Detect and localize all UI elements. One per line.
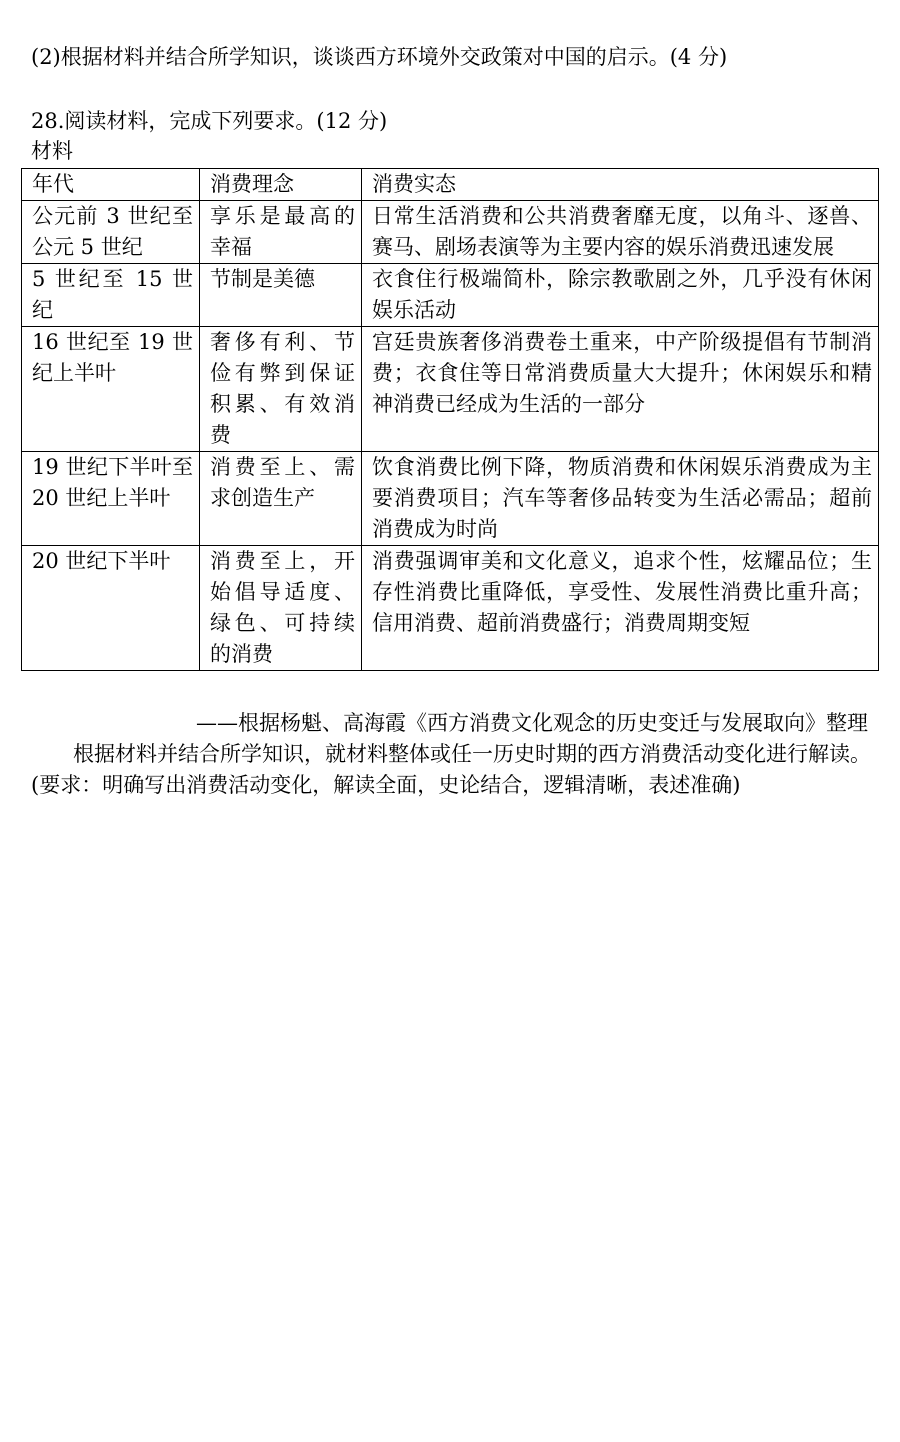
header-practice: 消费实态 [362,169,879,201]
concept-cell: 奢侈有利、节俭有弊到保证积累、有效消费 [200,327,362,452]
practice-cell: 日常生活消费和公共消费奢靡无度，以角斗、逐兽、赛马、剧场表演等为主要内容的娱乐消费迅速发展 [362,201,879,264]
question-28-task: 根据材料并结合所学知识，就材料整体或任一历史时期的西方消费活动变化进行解读。(要求：明确写出消费活动变化，解读全面，史论结合，逻辑清晰，表述准确) [31,742,871,797]
era-cell: 20 世纪下半叶 [22,546,200,671]
table-row [22,264,879,327]
era-cell: 5 世纪至 15 世纪 [22,264,200,327]
table-row [22,201,879,264]
consumption-table [21,168,879,671]
concept-cell: 消费至上、需求创造生产 [200,452,362,546]
header-era: 年代 [22,169,200,201]
concept-cell: 节制是美德 [200,264,362,327]
practice-cell: 衣食住行极端简朴，除宗教歌剧之外，几乎没有休闲娱乐活动 [362,264,879,327]
question-2-text: (2)根据材料并结合所学知识，谈谈西方环境外交政策对中国的启示。(4 分) [31,45,728,69]
material-source-citation: ——根据杨魁、高海霞《西方消费文化观念的历史变迁与发展取向》整理 [196,711,868,735]
practice-cell: 饮食消费比例下降，物质消费和休闲娱乐消费成为主要消费项目；汽车等奢侈品转变为生活必需品；超前消费成为时尚 [362,452,879,546]
table-row [22,452,879,546]
era-cell: 16 世纪至 19 世纪上半叶 [22,327,200,452]
table-header-row [22,169,879,201]
concept-cell: 享乐是最高的幸福 [200,201,362,264]
material-label: 材料 [31,139,73,163]
concept-cell: 消费至上，开始倡导适度、绿色、可持续的消费 [200,546,362,671]
header-concept: 消费理念 [200,169,362,201]
era-cell: 19 世纪下半叶至 20 世纪上半叶 [22,452,200,546]
practice-cell: 宫廷贵族奢侈消费卷土重来，中产阶级提倡有节制消费；衣食住等日常消费质量大大提升；休闲娱乐和精神消费已经成为生活的一部分 [362,327,879,452]
table-row [22,327,879,452]
question-28-heading: 28.阅读材料，完成下列要求。(12 分) [31,109,388,133]
era-cell: 公元前 3 世纪至公元 5 世纪 [22,201,200,264]
table-row [22,546,879,671]
practice-cell: 消费强调审美和文化意义，追求个性，炫耀品位；生存性消费比重降低，享受性、发展性消费比重升高；信用消费、超前消费盛行；消费周期变短 [362,546,879,671]
